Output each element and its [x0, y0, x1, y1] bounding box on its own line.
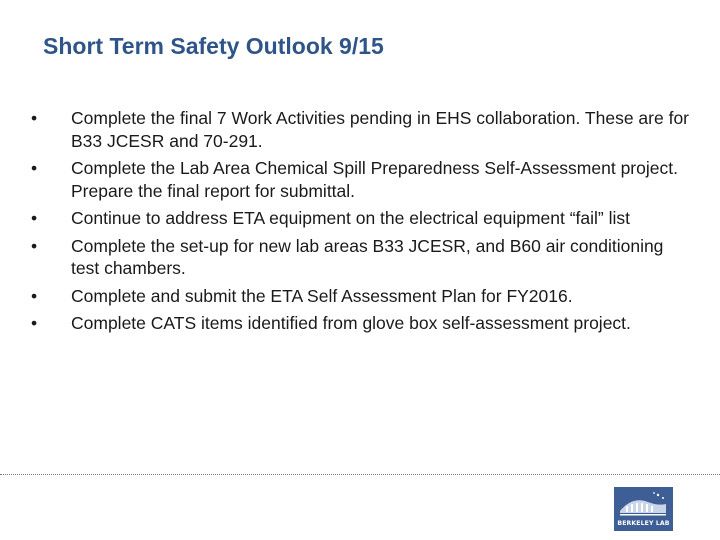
berkeley-lab-wordmark: BERKELEY LAB: [617, 520, 670, 527]
bullet-text: Continue to address ETA equipment on the electrical equipment “fail” list: [71, 208, 631, 228]
bullet-marker: •: [31, 108, 38, 128]
bullet-marker: •: [31, 208, 38, 228]
bullet-marker: •: [31, 235, 38, 256]
bullet-text: Complete the Lab Area Chemical Spill Preparedness Self-Assessment project. Prepare the final report for submittal.: [71, 158, 678, 201]
bullet-item: [31, 107, 696, 152]
berkeley-lab-logo: [614, 487, 673, 531]
bullet-text: Complete the final 7 Work Activities pending in EHS collaboration. These are for B33 JCESR and 70-291.: [71, 108, 690, 151]
bullet-text: Complete the set-up for new lab areas B33 JCESR, and B60 air conditioning test chambers.: [71, 235, 664, 278]
bullet-marker: •: [31, 158, 38, 178]
bullet-list: [31, 107, 696, 340]
slide-title: Short Term Safety Outlook 9/15: [43, 33, 384, 59]
bullet-marker: •: [31, 285, 38, 306]
bullet-item: [31, 285, 696, 308]
bullet-marker: •: [31, 313, 38, 333]
footer-divider: [0, 474, 720, 475]
bullet-item: [31, 235, 696, 280]
bullet-text: Complete CATS items identified from glove box self-assessment project.: [71, 313, 631, 333]
bullet-item: [31, 207, 696, 230]
bullet-text: Complete and submit the ETA Self Assessment Plan for FY2016.: [71, 285, 573, 306]
bullet-item: [31, 157, 696, 202]
bullet-item: [31, 312, 696, 335]
